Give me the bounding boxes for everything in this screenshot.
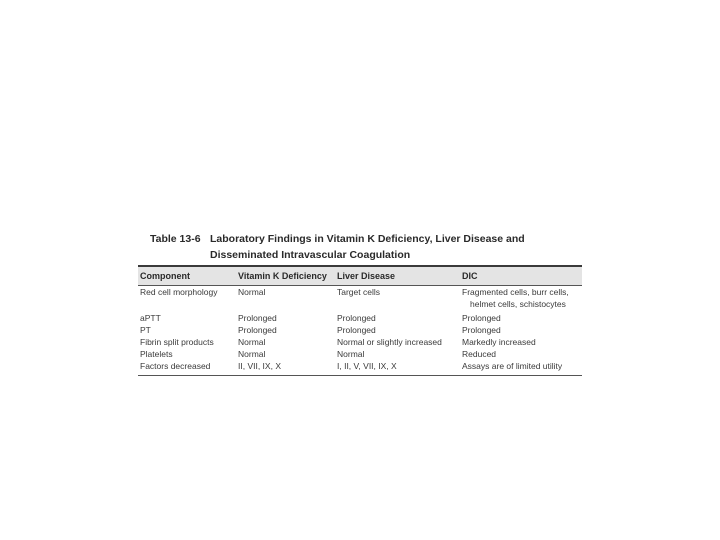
table-title: Laboratory Findings in Vitamin K Deficiency, Liver Disease and Disseminated Intravascular Coagulation	[210, 233, 525, 261]
cell-dic: Prolonged	[462, 325, 501, 335]
table-caption	[138, 230, 582, 264]
column-header-liver-disease: Liver Disease	[337, 271, 396, 281]
cell-liver: Normal	[337, 349, 365, 359]
cell-liver: Prolonged	[337, 313, 376, 323]
cell-component: Red cell morphology	[140, 287, 218, 297]
column-header-dic: DIC	[462, 271, 478, 281]
cell-liver: Normal or slightly increased	[337, 337, 442, 347]
cell-component: Platelets	[140, 349, 173, 359]
cell-vitamin-k: Prolonged	[238, 325, 277, 335]
table-row	[138, 360, 582, 375]
cell-dic	[462, 286, 582, 310]
table-row	[138, 324, 582, 336]
cell-component: Factors decreased	[140, 361, 211, 371]
cell-dic-line2: helmet cells, schistocytes	[470, 299, 566, 309]
cell-vitamin-k: Normal	[238, 349, 266, 359]
table-row	[138, 312, 582, 324]
cell-component: Fibrin split products	[140, 337, 214, 347]
table-body	[138, 286, 582, 375]
table-row	[138, 348, 582, 360]
lab-findings-table	[138, 230, 582, 376]
cell-vitamin-k: Normal	[238, 337, 266, 347]
cell-dic: Reduced	[462, 349, 497, 359]
cell-vitamin-k: II, VII, IX, X	[238, 361, 281, 371]
cell-dic-line1: Fragmented cells, burr cells,	[462, 287, 569, 297]
cell-liver: I, II, V, VII, IX, X	[337, 361, 397, 371]
table-header-row	[138, 267, 582, 285]
cell-dic: Prolonged	[462, 313, 501, 323]
cell-component: PT	[140, 325, 151, 335]
table-number: Table 13-6	[150, 233, 201, 245]
cell-vitamin-k: Normal	[238, 287, 266, 297]
cell-vitamin-k: Prolonged	[238, 313, 277, 323]
cell-liver: Target cells	[337, 287, 380, 297]
cell-dic: Markedly increased	[462, 337, 536, 347]
column-header-component: Component	[140, 271, 190, 281]
cell-liver: Prolonged	[337, 325, 376, 335]
cell-component: aPTT	[140, 313, 161, 323]
column-header-vitamin-k: Vitamin K Deficiency	[238, 271, 327, 281]
cell-dic: Assays are of limited utility	[462, 361, 563, 371]
table-bottom-rule	[138, 375, 582, 376]
table-row	[138, 286, 582, 312]
table-row	[138, 336, 582, 348]
